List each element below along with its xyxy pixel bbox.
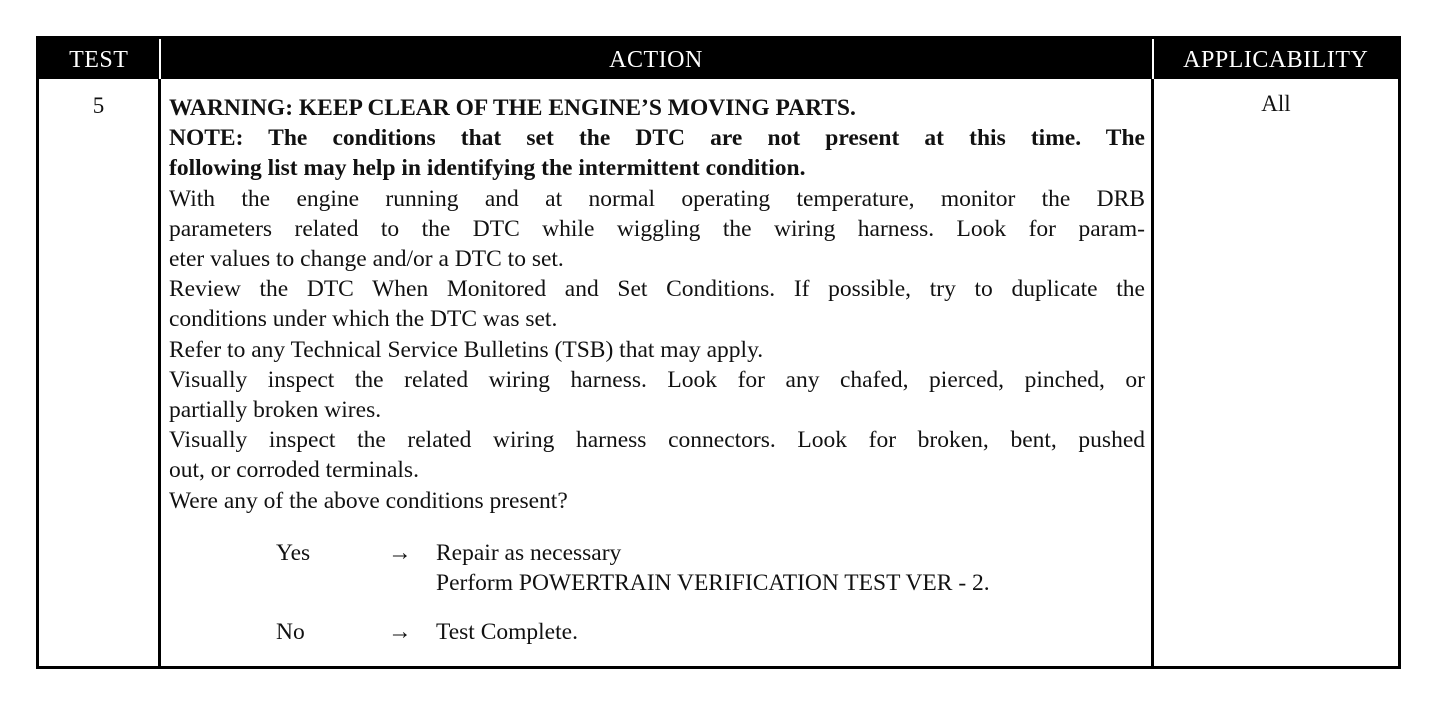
test-number-cell: 5 bbox=[38, 79, 160, 667]
action-note-line: WARNING: KEEP CLEAR OF THE ENGINE’S MOVING PARTS. bbox=[169, 95, 856, 121]
outcome-answer: Yes bbox=[276, 539, 311, 566]
table-header-row bbox=[38, 38, 1400, 80]
action-instruction-line: Visually inspect the related wiring harness. Look for any chafed, pierced, pinched, or bbox=[169, 366, 1145, 393]
outcome-results bbox=[436, 538, 1145, 598]
action-note-line: following list may help in identifying the intermittent condition. bbox=[169, 155, 806, 182]
outcome-no bbox=[169, 617, 1145, 647]
action-note-line: NOTE: The conditions that set the DTC are not present at this time. The bbox=[169, 125, 1145, 152]
header-applicability: APPLICABILITY bbox=[1153, 38, 1400, 80]
action-instruction-line: Were any of the above conditions present? bbox=[169, 487, 568, 514]
action-instruction-line: out, or corroded terminals. bbox=[169, 457, 419, 484]
arrow-right-icon: → bbox=[388, 618, 412, 645]
action-instruction-line: eter values to change and/or a DTC to set. bbox=[169, 246, 564, 273]
diagnostic-test-table bbox=[36, 36, 1401, 669]
action-instruction-line: Review the DTC When Monitored and Set Conditions. If possible, try to duplicate the bbox=[169, 276, 1145, 303]
action-instruction-line: partially broken wires. bbox=[169, 397, 382, 424]
outcome-result-line: Test Complete. bbox=[436, 618, 578, 645]
action-instruction-line: Visually inspect the related wiring harness connectors. Look for broken, bent, pushed bbox=[169, 427, 1145, 454]
header-action: ACTION bbox=[160, 38, 1153, 80]
outcome-result-line: Repair as necessary bbox=[436, 539, 622, 566]
action-cell bbox=[160, 79, 1153, 667]
outcome-yes bbox=[169, 538, 1145, 598]
applicability-cell: All bbox=[1153, 79, 1400, 667]
arrow-right-icon: → bbox=[388, 539, 412, 566]
action-instruction-line: conditions under which the DTC was set. bbox=[169, 306, 558, 333]
action-text-block bbox=[169, 93, 1145, 516]
header-test: TEST bbox=[38, 38, 160, 80]
action-instruction-line: Refer to any Technical Service Bulletins (TSB) that may apply. bbox=[169, 336, 764, 363]
action-instruction-line: parameters related to the DTC while wiggling the wiring harness. Look for param- bbox=[169, 215, 1145, 242]
outcome-answer: No bbox=[276, 618, 305, 645]
action-instruction-line: With the engine running and at normal operating temperature, monitor the DRB bbox=[169, 185, 1145, 212]
table-row bbox=[38, 79, 1400, 667]
outcome-result-line: Perform POWERTRAIN VERIFICATION TEST VER - 2. bbox=[436, 569, 990, 596]
outcome-results bbox=[436, 617, 1145, 647]
outcomes-block bbox=[169, 538, 1145, 647]
